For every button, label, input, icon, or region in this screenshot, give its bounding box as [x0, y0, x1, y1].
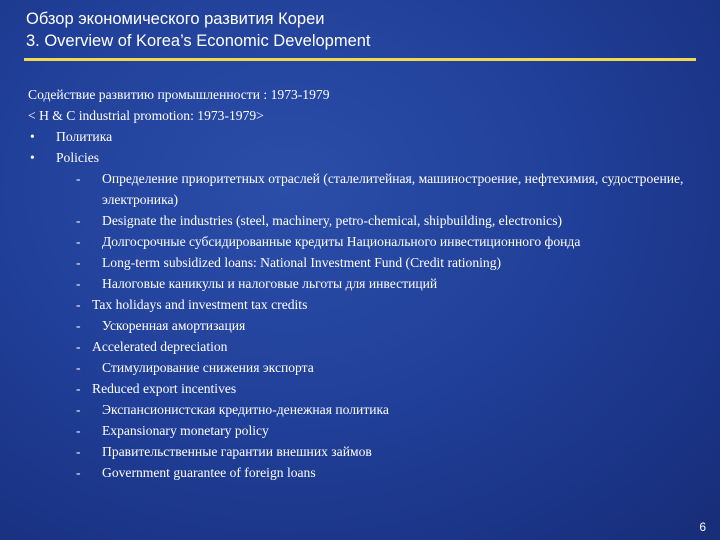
policy-item — [28, 273, 708, 294]
policy-text: Long-term subsidized loans: National Investment Fund (Credit rationing) — [102, 255, 502, 270]
policy-text: Designate the industries (steel, machinery, petro-chemical, shipbuilding, electronics) — [102, 213, 563, 228]
policy-text: Определение приоритетных отраслей (сталелитейная, машиностроение, нефтехимия, судостроение, электроника) — [102, 171, 684, 207]
page-number: 6 — [699, 520, 706, 534]
bullet-politics-ru — [28, 126, 708, 147]
policy-item — [28, 252, 708, 273]
title-russian: Обзор экономического развития Кореи — [26, 10, 325, 28]
policy-text: Стимулирование снижения экспорта — [102, 360, 314, 375]
bullet-icon: • — [30, 129, 35, 144]
dash-icon: - — [76, 360, 81, 375]
slide-body — [28, 84, 708, 483]
policy-item — [28, 210, 708, 231]
title-english: 3. Overview of Korea’s Economic Development — [26, 32, 371, 50]
slide-title — [26, 8, 371, 52]
dash-icon: - — [76, 339, 81, 354]
dash-icon: - — [76, 213, 81, 228]
dash-icon: - — [76, 444, 81, 459]
bullet-icon: • — [30, 150, 35, 165]
bullet-text: Политика — [56, 129, 113, 144]
dash-icon: - — [76, 318, 81, 333]
policy-text: Долгосрочные субсидированные кредиты Национального инвестиционного фонда — [102, 234, 581, 249]
dash-icon: - — [76, 402, 81, 417]
dash-icon: - — [76, 171, 81, 186]
policy-item — [28, 399, 708, 420]
policy-item — [28, 420, 708, 441]
policy-item — [28, 336, 708, 357]
policy-text: Ускоренная амортизация — [102, 318, 246, 333]
heading-english: < H & C industrial promotion: 1973-1979> — [28, 108, 264, 123]
dash-icon: - — [76, 381, 81, 396]
policy-item — [28, 315, 708, 336]
policy-item — [28, 294, 708, 315]
policy-text: Reduced export incentives — [92, 381, 237, 396]
policy-text: Tax holidays and investment tax credits — [92, 297, 308, 312]
bullet-policies-en — [28, 147, 708, 168]
policy-text: Налоговые каникулы и налоговые льготы для инвестиций — [102, 276, 438, 291]
policy-item — [28, 378, 708, 399]
policy-text: Government guarantee of foreign loans — [102, 465, 316, 480]
bullet-text: Policies — [56, 150, 100, 165]
policy-text: Expansionary monetary policy — [102, 423, 269, 438]
policy-item — [28, 441, 708, 462]
title-divider — [24, 58, 696, 61]
dash-icon: - — [76, 276, 81, 291]
dash-icon: - — [76, 234, 81, 249]
dash-icon: - — [76, 297, 81, 312]
policy-item — [28, 462, 708, 483]
dash-icon: - — [76, 255, 81, 270]
policy-text: Правительственные гарантии внешних займов — [102, 444, 372, 459]
dash-icon: - — [76, 423, 81, 438]
policy-item — [28, 168, 708, 210]
policy-item — [28, 231, 708, 252]
policy-item — [28, 357, 708, 378]
heading-russian: Содействие развитию промышленности : 1973-1979 — [28, 87, 330, 102]
dash-icon: - — [76, 465, 81, 480]
policy-text: Accelerated depreciation — [92, 339, 228, 354]
policy-text: Экспансионистская кредитно-денежная политика — [102, 402, 389, 417]
